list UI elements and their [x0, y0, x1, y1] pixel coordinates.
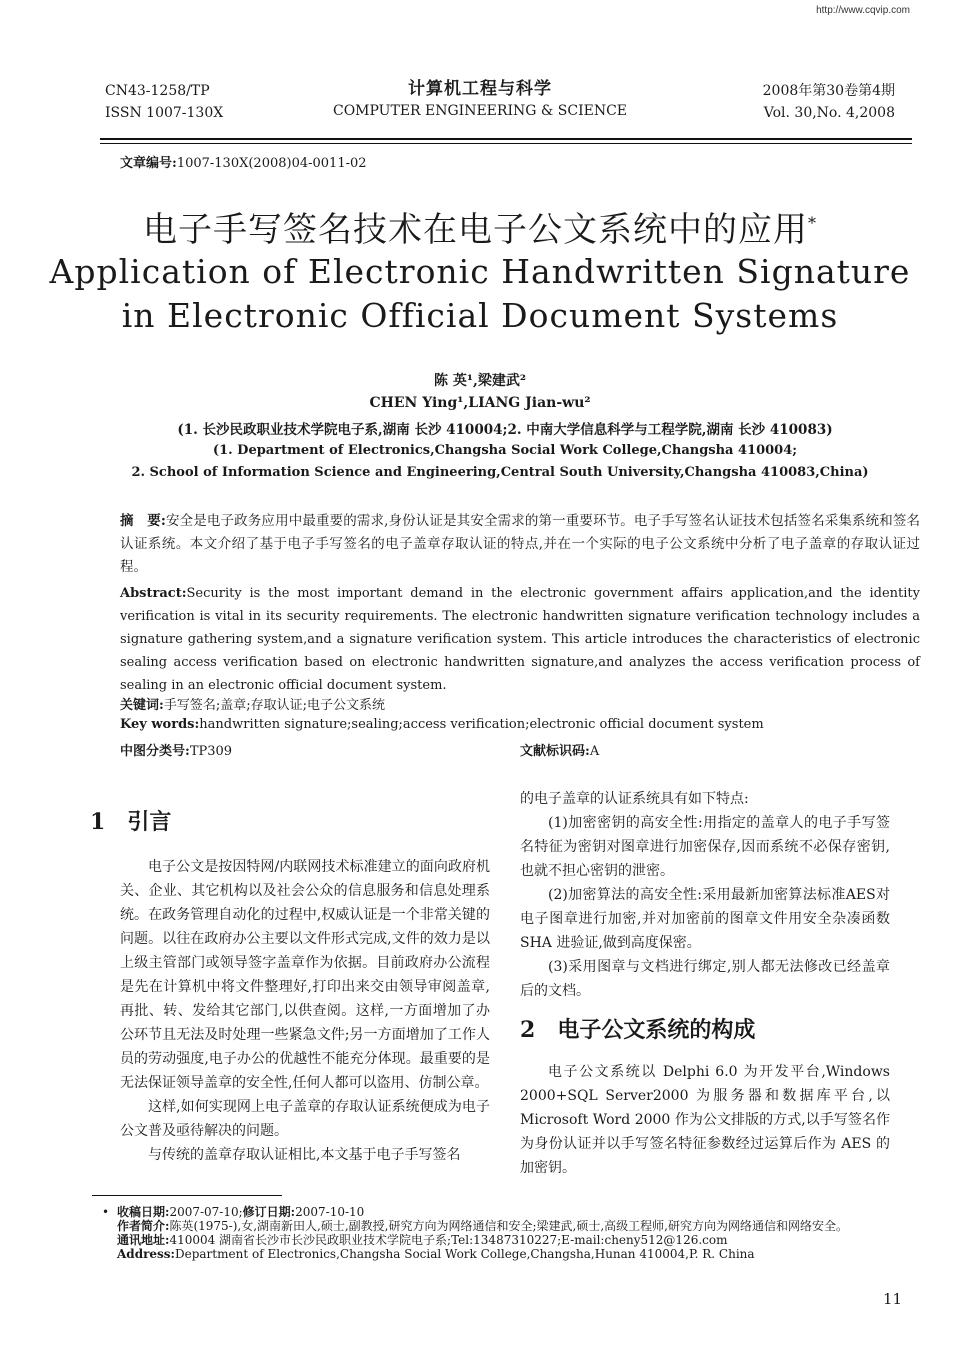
abstract-cn: [120, 510, 920, 579]
issue-en: Vol. 30,No. 4,2008: [763, 105, 895, 121]
addr-text: 410004 湖南省长沙市长沙民政职业技术学院电子系;Tel:13487310227;E-mail:cheny512@126.com: [169, 1233, 728, 1247]
section-1-number: 1: [90, 809, 106, 835]
paragraph: 电子公文系统以 Delphi 6.0 为开发平台,Windows 2000+SQL Server2000 为服务器和数据库平台,以 Microsoft Word 2000 作为公文排版的方式,以手写签名作为身份认证并以手写签名特征参数经过运算后作为 AES 的加密钥。: [520, 1064, 890, 1176]
footnote: [102, 1205, 917, 1261]
title-en-line1: Application of Electronic Handwritten Signature: [49, 252, 911, 291]
revised-date: 2007-10-10: [295, 1205, 365, 1219]
section-2-number: 2: [520, 1017, 536, 1043]
addr-label: 通讯地址:: [117, 1233, 170, 1247]
footnote-address-en: [117, 1247, 917, 1261]
footnote-rule: [92, 1195, 282, 1196]
footnote-bullet: •: [102, 1205, 110, 1219]
article-number: [120, 152, 367, 171]
authors-cn: 陈 英¹,梁建武²: [433, 373, 526, 389]
revised-label: 修订日期:: [242, 1205, 296, 1219]
title-en-line2: in Electronic Official Document Systems: [121, 296, 839, 335]
header-rule: [100, 138, 912, 140]
abstract-cn-text: 安全是电子政务应用中最重要的需求,身份认证是其安全需求的第一重要环节。电子手写签名认证技术包括签名采集系统和签名认证系统。本文介绍了基于电子手写签名的电子盖章存取认证的特点,并在一个实际的电子公文系统中分析了电子盖章的存取认证过程。: [120, 513, 921, 575]
header-rule-thin: [100, 143, 912, 144]
journal-issue: [763, 80, 895, 124]
title-footnote-mark: *: [808, 213, 817, 233]
journal-name-en: COMPUTER ENGINEERING & SCIENCE: [332, 103, 628, 119]
abstract-en-label: Abstract:: [120, 586, 187, 601]
title-en: [0, 250, 960, 338]
continued-line: 的电子盖章的认证系统具有如下特点:: [520, 791, 749, 807]
received-label: 收稿日期:: [117, 1205, 170, 1219]
doc-code-label: 文献标识码:: [520, 744, 590, 759]
section-1-title: 引言: [127, 809, 172, 835]
keywords-cn-text: 手写签名;盖章;存取认证;电子公文系统: [163, 698, 385, 713]
feature-item: (2)加密算法的高安全性:采用最新加密算法标准AES对电子图章进行加密,并对加密前的图章文件用安全杂凑函数 SHA 进验证,做到高度保密。: [520, 887, 890, 951]
received-date: 2007-07-10;: [169, 1205, 243, 1219]
feature-item: (1)加密密钥的高安全性:用指定的盖章人的电子手写签名特征为密钥对图章进行加密保存,因而系统不必保存密钥,也就不担心密钥的泄密。: [520, 815, 890, 879]
cn-code: CN43-1258/TP: [105, 83, 210, 99]
title-cn: [0, 202, 960, 251]
section-2-title: 电子公文系统的构成: [557, 1017, 756, 1043]
footnote-address: [117, 1233, 917, 1247]
source-url: http://www.cqvip.com: [816, 5, 910, 16]
issn: ISSN 1007-130X: [105, 105, 224, 121]
affiliation-en-2: 2. School of Information Science and Engineering,Central South University,Changsha 410083,China): [131, 465, 869, 480]
footnote-dates: [117, 1205, 917, 1219]
keywords-cn: [120, 694, 385, 713]
feature-item: (3)采用图章与文档进行绑定,别人都无法修改已经盖章后的文档。: [520, 959, 890, 999]
abstract-en: [120, 582, 920, 697]
clc-label: 中图分类号:: [120, 744, 190, 759]
paragraph: 与传统的盖章存取认证相比,本文基于电子手写签名: [148, 1147, 461, 1163]
address-en-text: Department of Electronics,Changsha Social Work College,Changsha,Hunan 410004,P. R. China: [175, 1247, 755, 1261]
authors-en: CHEN Ying¹,LIANG Jian-wu²: [369, 395, 591, 411]
address-en-label: Address:: [117, 1247, 175, 1261]
clc-value: TP309: [189, 744, 233, 759]
keywords-en-label: Key words:: [120, 717, 200, 732]
keywords-en: [120, 717, 764, 732]
page-number: 11: [883, 1290, 903, 1308]
section-2-heading: [520, 1013, 755, 1044]
issue-cn: 2008年第30卷第4期: [762, 83, 895, 99]
bio-text: 陈英(1975-),女,湖南新田人,硕士,副教授,研究方向为网络通信和安全;梁建武,硕士,高级工程师,研究方向为网络通信和网络安全。: [169, 1219, 848, 1233]
document-code: [520, 740, 599, 759]
abstract-cn-label: 摘 要:: [120, 513, 166, 529]
affiliation-en-1: (1. Department of Electronics,Changsha Social Work College,Changsha 410004;: [212, 443, 798, 458]
article-number-value: 1007-130X(2008)04-0011-02: [176, 156, 367, 171]
paragraph: 这样,如何实现网上电子盖章的存取认证系统便成为电子公文普及亟待解决的问题。: [120, 1099, 490, 1139]
footnote-bio: [117, 1219, 917, 1233]
affiliation-cn: (1. 长沙民政职业技术学院电子系,湖南 长沙 410004;2. 中南大学信息科学与工程学院,湖南 长沙 410083): [177, 422, 833, 438]
journal-name-cn: 计算机工程与科学: [408, 79, 552, 99]
article-number-label: 文章编号:: [120, 156, 177, 171]
abstract-en-text: Security is the most important demand in the electronic government affairs application,and the identity verification is vital in its security requirements. The electronic handwritten signature verification technology includes a signature gathering system,and a signature verification system. This article introduces the characteristics of electronic sealing access verification based on electronic handwritten signature,and analyzes the access verification process of sealing in an electronic official document system.: [120, 586, 920, 693]
doc-code-value: A: [589, 744, 600, 759]
keywords-cn-label: 关键词:: [120, 698, 164, 713]
keywords-en-text: handwritten signature;sealing;access verification;electronic official document system: [199, 717, 764, 732]
bio-label: 作者简介:: [117, 1219, 170, 1233]
paragraph: 电子公文是按因特网/内联网技术标准建立的面向政府机关、企业、其它机构以及社会公众的信息服务和信息处理系统。在政务管理自动化的过程中,权威认证是一个非常关键的问题。以往在政府办公主要以文件形式完成,文件的效力是以上级主管部门或领导签字盖章作为依据。目前政府办公流程是先在计算机中将文件整理好,打印出来交由领导审阅盖章,再批、转、发给其它部门,以供查阅。这样,一方面增加了办公环节且无法及时处理一些紧急文件;另一方面增加了工作人员的劳动强度,电子办公的优越性不能充分体现。最重要的是无法保证领导盖章的安全性,任何人都可以盗用、仿制公章。: [120, 859, 490, 1091]
section-2-body: [520, 1060, 890, 1180]
right-column-top: [520, 787, 890, 1003]
title-cn-text: 电子手写签名技术在电子公文系统中的应用: [143, 210, 808, 250]
section-1-heading: [90, 805, 171, 836]
section-1-body: [120, 855, 490, 1167]
clc-number: [120, 740, 232, 759]
